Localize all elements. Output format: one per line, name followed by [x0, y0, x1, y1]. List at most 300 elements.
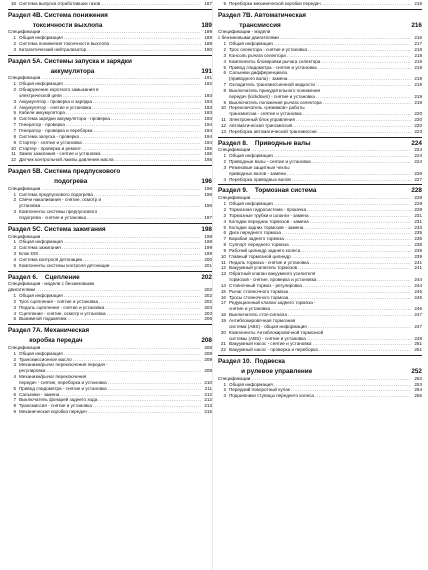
- toc-entry: [8, 409, 212, 415]
- entry-page-number: 239: [414, 247, 422, 253]
- entry-title: Сальники дифференциала: [229, 70, 287, 76]
- entry-number: 2: [223, 159, 226, 165]
- toc-entry: [218, 177, 422, 183]
- entry-number: 11: [11, 151, 16, 157]
- leader-dots: [87, 215, 201, 221]
- entry-title: установка: [19, 203, 41, 209]
- entry-page-number: 219: [414, 58, 422, 64]
- entry-page-number: 218: [414, 46, 422, 52]
- entry-number: 10: [10, 145, 16, 151]
- entry-page-number: 236: [414, 236, 422, 242]
- leader-dots: [94, 192, 201, 198]
- entry-page-number: 255: [414, 393, 422, 399]
- entry-page-number: 198: [204, 233, 212, 239]
- entry-page-number: 228: [414, 195, 422, 201]
- entry-page-number: 191: [204, 75, 212, 81]
- entry-title: Система запуска - проверка: [19, 133, 79, 139]
- entry-number: 22: [220, 347, 226, 353]
- entry-page-number: 193: [204, 104, 212, 110]
- entry-title: Обратный клапан вакуумного усилителя: [229, 271, 316, 277]
- toc-entry: [218, 347, 422, 353]
- entry-page-number: 251: [414, 347, 422, 353]
- section-page-number: 191: [201, 67, 212, 75]
- entry-number: 5: [13, 316, 16, 322]
- section-heading: [218, 13, 422, 20]
- section-divider: [8, 55, 212, 56]
- entry-page-number: 233: [414, 224, 422, 230]
- entry-title: снятие и установка: [229, 306, 271, 312]
- entry-title: Передний поворотный кулак: [229, 387, 290, 393]
- entry-page-number: 245: [414, 294, 422, 300]
- section-heading: [8, 227, 212, 234]
- entry-page-number: 189: [204, 29, 212, 35]
- toc-entry: [218, 129, 422, 135]
- entry-title: Стояночный тормоз - регулировка: [229, 282, 302, 288]
- entry-page-number: 227: [414, 176, 422, 182]
- entry-title: Колодки передних тормозов - замена: [229, 218, 309, 224]
- entry-number: 5: [223, 224, 226, 230]
- section-divider: [8, 223, 212, 224]
- entry-number: 9: [223, 1, 226, 6]
- entry-title: Тросы стояночного тормоза: [229, 294, 289, 300]
- entry-page-number: 209: [204, 350, 212, 356]
- entry-number: 5: [13, 110, 16, 116]
- entry-page-number: 246: [414, 306, 422, 312]
- entry-page-number: 211: [204, 385, 212, 391]
- entry-title: Вакуумный насос - проверка и переборка: [229, 347, 318, 353]
- entry-number: 8: [223, 242, 226, 248]
- section-title: токсичности выхлопа: [8, 21, 103, 29]
- entry-title: с бензиновыми двигателями: [218, 35, 279, 41]
- entry-number: 2: [13, 356, 16, 362]
- leader-dots: [319, 347, 411, 353]
- entry-title: Общая информация: [229, 381, 273, 387]
- entry-number: 12: [220, 265, 226, 271]
- entry-title: Общая информация: [19, 239, 63, 245]
- entry-title: Спецификации: [8, 233, 41, 239]
- entry-title: Спецификации: [218, 147, 251, 153]
- entry-title: Общая информация: [19, 35, 63, 41]
- section-divider: [218, 355, 422, 356]
- entry-number: 4: [223, 176, 226, 182]
- entry-number: 20: [220, 329, 226, 335]
- entry-title: Переборка автоматической трансмиссии: [229, 128, 317, 134]
- entry-title: подогрева - снятие и установка: [19, 214, 86, 220]
- section-heading: [8, 179, 212, 186]
- entry-page-number: 199: [204, 245, 212, 251]
- entry-title: Спецификации: [8, 75, 41, 81]
- entry-title: Общая информация: [19, 350, 63, 356]
- entry-number: 7: [13, 397, 16, 403]
- entry-page-number: 196: [204, 191, 212, 197]
- section-heading: [8, 169, 212, 176]
- section-heading: [8, 23, 212, 30]
- entry-page-number: 238: [414, 242, 422, 248]
- leader-dots: [323, 100, 411, 106]
- entry-page-number: 202: [204, 287, 212, 293]
- entry-title: Компоненты системы предпускового: [19, 209, 98, 215]
- entry-page-number: 195: [204, 157, 212, 163]
- entry-title: Выключатель положения рычага селектора: [229, 99, 322, 105]
- entry-title: Стартер - снятие и установка: [19, 139, 82, 145]
- entry-number: 3: [13, 98, 16, 104]
- entry-title: электрической цепи: [19, 92, 62, 98]
- toc-entry: [8, 263, 212, 269]
- entry-title: Спецификации: [8, 185, 41, 191]
- section-title: Раздел 9. Тормозная система: [218, 187, 317, 195]
- entry-number: 4: [13, 310, 16, 316]
- entry-title: Педаль сцепления - снятие и установка: [19, 304, 105, 310]
- section-title: Раздел 5С. Система зажигания: [8, 225, 106, 233]
- section-page-number: 228: [411, 187, 422, 195]
- entry-number: 9: [223, 247, 226, 253]
- entry-page-number: 224: [414, 147, 422, 153]
- entry-number: 3: [223, 164, 226, 170]
- entry-title: Подшипники ступицы переднего колеса: [229, 393, 314, 399]
- toc-entry: [8, 47, 212, 53]
- entry-title: Выключатель стоп-сигнала: [229, 312, 287, 318]
- entry-title: Главный тормозной цилиндр: [229, 253, 291, 259]
- section-page-number: 252: [411, 367, 422, 375]
- entry-title: Аккумулятор - снятие и установка: [19, 104, 92, 110]
- entry-number: 19: [220, 318, 226, 323]
- section-divider: [8, 165, 212, 166]
- entry-number: 15: [220, 288, 226, 294]
- entry-number: 2: [13, 197, 16, 203]
- entry-title: Компоненты Антиблокировочной тормозной: [229, 329, 324, 335]
- entry-number: 2: [13, 245, 16, 251]
- entry-number: 3: [223, 212, 226, 218]
- entry-number: 2: [223, 206, 226, 212]
- entry-page-number: 195: [204, 151, 212, 157]
- entry-number: 9: [13, 409, 16, 415]
- entry-page-number: 254: [414, 387, 422, 393]
- entry-number: 4: [13, 256, 16, 262]
- leader-dots: [312, 159, 411, 165]
- section-title: Раздел 6. Сцепление: [8, 273, 80, 281]
- entry-page-number: 224: [414, 153, 422, 159]
- entry-title: передач - снятие, переборка и установка: [19, 379, 107, 385]
- section-heading: [218, 369, 422, 376]
- entry-title: Выключатель принудительного понижения: [229, 87, 321, 93]
- entry-page-number: 229: [414, 201, 422, 207]
- entry-title: Трансмиссионное масло: [19, 356, 72, 362]
- section-page-number: 224: [411, 139, 422, 147]
- entry-title: Обнаружение короткого замыкания в: [19, 87, 99, 93]
- toc-column-right: [218, 1, 422, 399]
- section-heading: [8, 69, 212, 76]
- entry-title: Механизм/рычаг переключения: [19, 374, 87, 380]
- entry-number: 1: [223, 153, 226, 159]
- entry-number: 16: [220, 294, 226, 300]
- entry-page-number: 194: [204, 139, 212, 145]
- entry-page-number: 213: [204, 403, 212, 409]
- entry-number: 6: [13, 116, 16, 122]
- entry-number: 4: [13, 104, 16, 110]
- entry-number: 4: [223, 58, 226, 64]
- section-heading: [218, 141, 422, 148]
- entry-title: Спецификации: [8, 344, 41, 350]
- entry-number: 1: [13, 81, 16, 87]
- entry-number: 8: [13, 403, 16, 409]
- leader-dots: [322, 1, 411, 7]
- entry-page-number: 215: [414, 1, 422, 6]
- section-heading: [8, 338, 212, 345]
- entry-number: 7: [223, 82, 226, 88]
- entry-title: Трансмиссия - снятие и установка: [19, 403, 92, 409]
- section-heading: [218, 23, 422, 30]
- leader-dots: [101, 1, 201, 7]
- entry-title: Тормозная гидросистема - прокачка: [229, 206, 306, 212]
- entry-number: 6: [223, 230, 226, 236]
- entry-page-number: 239: [414, 253, 422, 259]
- section-page-number: 198: [201, 225, 212, 233]
- entry-number: 1: [13, 239, 16, 245]
- section-divider: [218, 9, 422, 10]
- entry-title: Блок DIS: [19, 251, 39, 257]
- entry-title: Генератор - проверка: [19, 122, 65, 128]
- section-heading: [218, 188, 422, 195]
- entry-title: Компоненты блокировки рычага селектора: [229, 58, 321, 64]
- entry-title: Кабели аккумулятора: [19, 110, 65, 116]
- entry-number: 1: [13, 35, 16, 41]
- entry-title: Резиновые защитные чехлы: [229, 164, 290, 170]
- toc-entry: [8, 157, 212, 163]
- entry-page-number: 235: [414, 230, 422, 236]
- section-divider: [8, 9, 212, 10]
- entry-page-number: 195: [204, 145, 212, 151]
- entry-page-number: 187: [204, 1, 212, 6]
- section-heading: [8, 13, 212, 20]
- entry-title: Сальники - замена: [19, 391, 60, 397]
- entry-number: 11: [221, 117, 226, 123]
- entry-title: системы (ABS) - снятие и установка: [229, 335, 306, 341]
- entry-number: 2: [13, 298, 16, 304]
- entry-number: 1: [223, 381, 226, 387]
- entry-number: 3: [13, 46, 16, 52]
- entry-title: Привод спидометра - снятие и установка: [229, 64, 317, 70]
- entry-page-number: 253: [414, 381, 422, 387]
- entry-page-number: 220: [414, 117, 422, 123]
- entry-page-number: 208: [204, 344, 212, 350]
- section-page-number: 202: [201, 273, 212, 281]
- leader-dots: [87, 47, 201, 53]
- entry-title: Компоненты системы контроля детонации: [19, 262, 110, 268]
- entry-title: Педаль тормоза - снятие и установка: [229, 259, 309, 265]
- entry-page-number: 219: [414, 76, 422, 82]
- entry-title: система (ABS) - общая информация: [229, 323, 307, 329]
- section-heading: [8, 59, 212, 66]
- entry-title: Механическая коробка передач: [19, 409, 87, 415]
- section-title: Раздел 7А. Механическая: [8, 327, 90, 335]
- entry-page-number: 231: [414, 212, 422, 218]
- entry-page-number: 247: [414, 312, 422, 318]
- entry-title: передач (kickdown) - снятие и установка: [229, 93, 315, 99]
- entry-title: Аккумулятор - проверка и зарядка: [19, 98, 93, 104]
- entry-title: Общая информация: [19, 293, 63, 299]
- entry-page-number: 218: [414, 52, 422, 58]
- entry-title: Система выпуска отработавших газов: [19, 1, 101, 6]
- entry-number: 5: [13, 262, 16, 268]
- entry-number: 3: [13, 304, 16, 310]
- leader-dots: [316, 82, 411, 88]
- entry-title: Генератор - проверка и переборка: [19, 128, 93, 133]
- entry-page-number: 194: [204, 122, 212, 128]
- section-page-number: 216: [411, 21, 422, 29]
- entry-number: 4: [13, 374, 16, 380]
- entry-page-number: 209: [204, 368, 212, 374]
- entry-title: Механизм/рычаг переключения передач -: [19, 362, 108, 368]
- entry-number: 3: [223, 393, 226, 399]
- entry-page-number: 244: [414, 282, 422, 288]
- entry-title: Колодки задних тормозов - замена: [229, 224, 304, 230]
- section-heading: [8, 328, 212, 335]
- entry-page-number: 196: [204, 203, 212, 209]
- entry-title: Антиблокировочная тормозная: [229, 318, 296, 323]
- entry-number: 2: [13, 87, 16, 93]
- entry-title: Система зажигания: [19, 245, 61, 251]
- entry-title: Общая информация: [229, 153, 273, 159]
- entry-title: Диск переднего тормоза: [229, 230, 281, 236]
- entry-title: Суппорт переднего тормоза: [229, 242, 289, 248]
- entry-title: Охладитель трансмиссионной жидкости: [229, 82, 315, 88]
- section-title: Раздел 5А. Системы запуска и зарядки: [8, 57, 132, 65]
- entry-number: 3: [13, 209, 16, 215]
- entry-title: Консоль рычага селектора: [229, 52, 286, 58]
- entry-page-number: 209: [204, 356, 212, 362]
- leader-dots: [292, 177, 411, 183]
- entry-page-number: 229: [414, 206, 422, 212]
- entry-title: Переборка приводных валов: [229, 176, 291, 182]
- entry-page-number: 247: [414, 323, 422, 329]
- entry-title: Замок зажигания - снятие и установка: [19, 151, 101, 157]
- entry-number: 7: [223, 236, 226, 242]
- entry-page-number: 196: [204, 185, 212, 191]
- section-heading: [8, 275, 212, 282]
- entry-title: Система зарядки аккумулятора - проверка: [19, 116, 110, 122]
- entry-number: 17: [220, 300, 226, 306]
- section-divider: [8, 324, 212, 325]
- section-page-number: 189: [201, 21, 212, 29]
- entry-title: Электронный блок управления: [229, 117, 295, 123]
- entry-title: трансмиссии - снятие и установка: [229, 111, 302, 117]
- entry-page-number: 223: [414, 128, 422, 134]
- page-fold-divider: [212, 0, 213, 570]
- entry-page-number: 244: [414, 277, 422, 283]
- section-title: Раздел 4В. Система понижения: [8, 11, 108, 19]
- leader-dots: [88, 409, 201, 415]
- entry-number: 7: [13, 122, 16, 128]
- entry-title: Привод спидометра - снятие и установка: [19, 385, 107, 391]
- entry-page-number: 251: [414, 341, 422, 347]
- entry-number: 1: [223, 201, 226, 207]
- entry-title: Переборка механической коробки передач: [229, 1, 321, 6]
- entry-title: тормозов - снятие, проверка и установка: [229, 277, 317, 283]
- entry-title: Свечи накаливания - снятие, осмотр и: [19, 197, 102, 203]
- entry-page-number: 198: [204, 239, 212, 245]
- entry-title: Стартер - проверка и ремонт: [19, 145, 81, 151]
- entry-page-number: 212: [204, 397, 212, 403]
- leader-dots: [68, 316, 201, 322]
- entry-number: 6: [223, 70, 226, 76]
- entry-page-number: 226: [414, 170, 422, 176]
- entry-page-number: 217: [414, 41, 422, 47]
- entry-number: 4: [223, 218, 226, 224]
- entry-number: 7: [13, 128, 16, 133]
- toc-column-left: [8, 1, 212, 415]
- entry-title: регулировка: [19, 368, 46, 374]
- section-title: Раздел 10. Подвеска: [218, 358, 285, 366]
- entry-page-number: 216: [414, 35, 422, 41]
- entry-title: Трос селектора - снятие и установка: [229, 46, 308, 52]
- entry-title: Спецификации: [218, 375, 251, 381]
- entry-page-number: 189: [204, 41, 212, 47]
- entry-page-number: 206: [204, 316, 212, 322]
- entry-title: Система понижения токсичности выхлопа: [19, 41, 110, 47]
- entry-page-number: 194: [204, 128, 212, 133]
- entry-number: 21: [220, 341, 226, 347]
- entry-title: (приводного вала) - замена: [229, 76, 288, 82]
- entry-number: 9: [13, 139, 16, 145]
- entry-title: Датчик контрольной лампы давления масла: [19, 157, 114, 163]
- entry-title: Общая информация: [229, 201, 273, 207]
- entry-title: Общая информация: [19, 81, 63, 87]
- entry-number: 11: [221, 259, 226, 265]
- entry-page-number: 241: [414, 259, 422, 265]
- entry-number: 2: [223, 46, 226, 52]
- leader-dots: [111, 263, 202, 269]
- entry-number: 6: [13, 391, 16, 397]
- entry-number: 2: [223, 387, 226, 393]
- entry-number: 5: [13, 385, 16, 391]
- entry-title: Приводные валы - снятие и установка: [229, 159, 311, 165]
- entry-page-number: 193: [204, 116, 212, 122]
- entry-page-number: 203: [204, 310, 212, 316]
- leader-dots: [115, 157, 201, 163]
- entry-title: Вакуумный усилитель тормозов: [229, 265, 298, 271]
- entry-page-number: 199: [204, 251, 212, 257]
- entry-page-number: 200: [204, 256, 212, 262]
- entry-number: 14: [220, 282, 226, 288]
- entry-page-number: 201: [204, 262, 212, 268]
- entry-title: Автоматическая трансмиссия: [229, 122, 293, 128]
- entry-number: 13: [220, 271, 226, 277]
- entry-page-number: 194: [204, 133, 212, 139]
- entry-title: Система предпускового подогрева: [19, 191, 93, 197]
- entry-title: двигателями: [8, 287, 36, 293]
- section-title: коробка передач: [8, 337, 83, 345]
- entry-number: 1: [223, 41, 226, 47]
- entry-title: Система контроля детонации: [19, 256, 83, 262]
- entry-page-number: 202: [204, 293, 212, 299]
- leader-dots: [318, 65, 411, 71]
- entry-title: Спецификации: [218, 195, 251, 201]
- entry-number: 12: [220, 122, 226, 128]
- entry-title: Общая информация: [229, 41, 273, 47]
- entry-number: 3: [13, 251, 16, 257]
- entry-number: 1: [13, 191, 16, 197]
- entry-title: Рабочий цилиндр заднего колеса: [229, 247, 301, 253]
- entry-number: 18: [10, 1, 16, 6]
- section-title: Раздел 7В. Автоматическая: [218, 11, 306, 19]
- entry-title: Рычаг стояночного тормоза: [229, 288, 289, 294]
- entry-number: 13: [220, 128, 226, 134]
- entry-number: 3: [13, 362, 16, 368]
- entry-title: приводных валов - замена: [229, 170, 286, 176]
- entry-title: Переключатель «режимов» работы: [229, 105, 305, 111]
- section-page-number: 196: [201, 177, 212, 185]
- toc-entry: [218, 1, 422, 7]
